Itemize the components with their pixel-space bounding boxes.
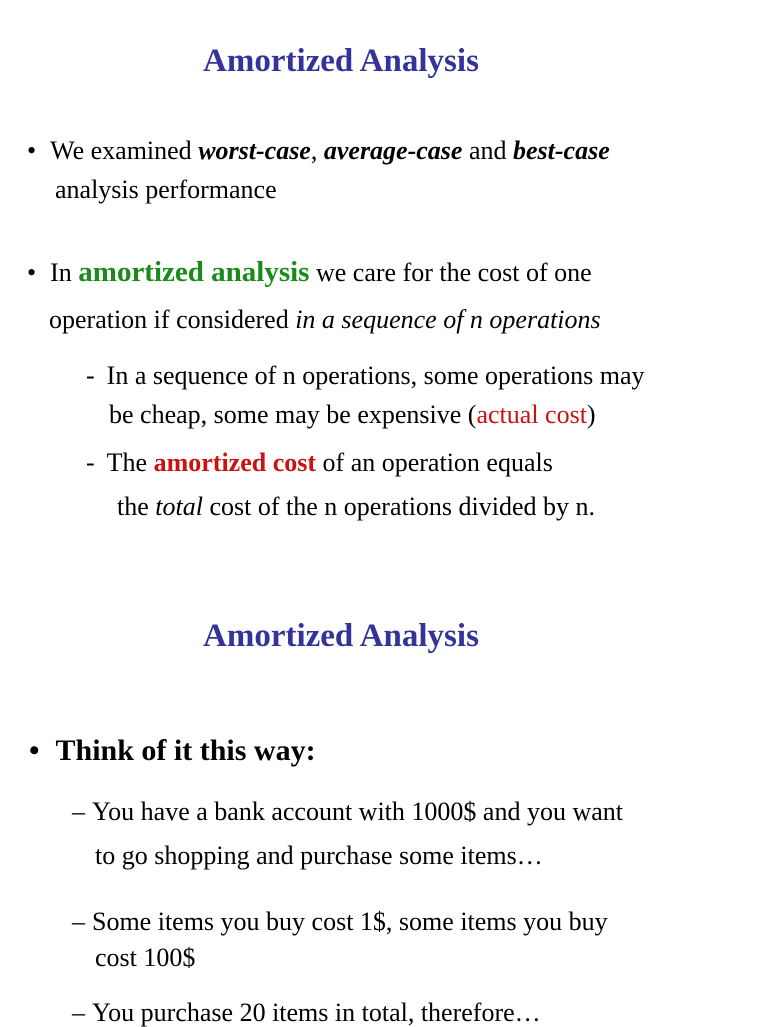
slide2-title: Amortized Analysis [203,618,479,654]
term-worst-case: worst-case [198,136,311,165]
slide1-bullet2-line2 [49,307,601,333]
slide1-sub2-line1 [86,450,553,476]
text-span: we care for the cost of one [309,258,592,287]
term-amortized-analysis: amortized analysis [78,256,310,288]
term-amortized-cost: amortized cost [153,448,317,477]
text-span: You have a bank account with 1000$ and you want [92,797,623,826]
bullet-icon: • [29,734,40,767]
term-best-case: best-case [513,136,610,165]
bullet-icon: • [27,258,37,287]
slide2-item2-line2: cost 100$ [95,943,196,972]
slide1-sub1-line1 [86,363,645,389]
slide1-bullet1-line1 [27,138,610,164]
term-average-case: average-case [323,136,463,165]
text-span: be cheap, some may be expensive ( [109,400,477,429]
text-span: operation if considered [49,305,296,334]
text-span: and [462,136,514,165]
dash-icon: – [72,907,85,936]
slide1-bullet1-line2: analysis performance [55,175,277,204]
text-span: the [117,492,156,521]
text-span: ) [586,400,596,429]
slide2-bullet [29,736,316,766]
text-span: Some items you buy cost 1$, some items you buy [92,907,608,936]
slide1-bullet2-line1 [27,258,592,287]
italic-phrase: in a sequence of n operations [295,305,601,334]
dash-icon: - [86,361,95,390]
text-span: We examined [50,136,199,165]
text-span: In [50,258,79,287]
slide2-item3-line1 [72,1000,541,1026]
slide1-sub2-line2 [117,494,595,520]
dash-icon: - [86,448,95,477]
italic-word: total [155,492,203,521]
text-span: cost of the n operations divided by n. [202,492,596,521]
text-span: The [106,448,154,477]
text-span: , [310,136,324,165]
text-span: In a sequence of n operations, some operations may [106,361,645,390]
slide2-item1-line2: to go shopping and purchase some items… [95,841,543,870]
slide1-title: Amortized Analysis [203,43,479,79]
term-actual-cost: actual cost [476,400,587,429]
slide2-item1-line1 [72,799,623,825]
slide1-sub1-line2 [109,402,596,428]
text-span: You purchase 20 items in total, therefore… [92,998,541,1027]
dash-icon: – [72,998,85,1027]
dash-icon: – [72,797,85,826]
bullet-heading: Think of it this way: [55,734,316,767]
bullet-icon: • [27,136,37,165]
text-span: of an operation equals [316,448,553,477]
slide2-item2-line1 [72,909,608,935]
